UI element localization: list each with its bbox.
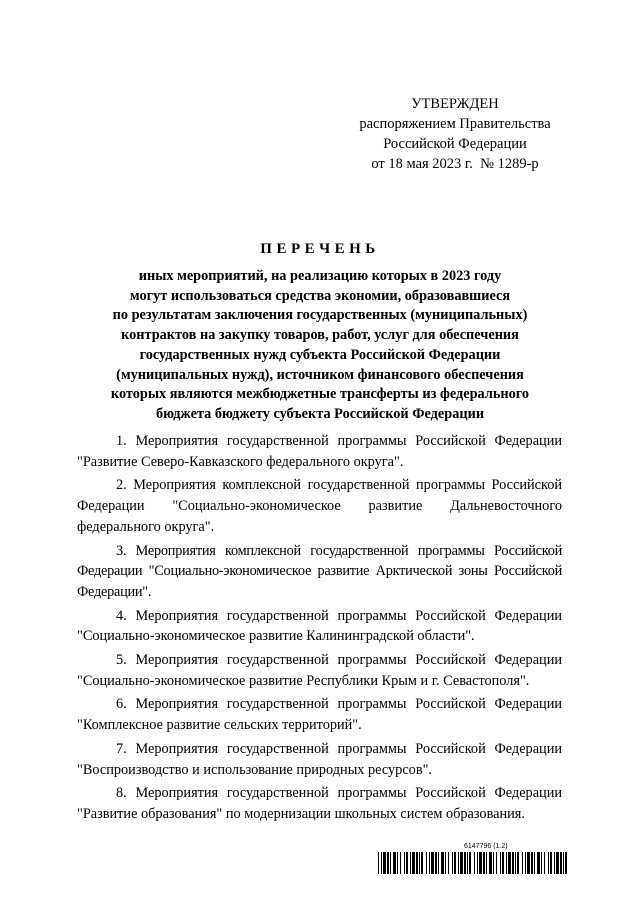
- barcode-icon: [378, 852, 568, 874]
- document-subtitle: [70, 267, 570, 425]
- list-item: 6. Мероприятия государственной программы Российской Федерации "Комплексное развитие сельских территорий".: [77, 696, 562, 734]
- list-item: 5. Мероприятия государственной программы Российской Федерации "Социально-экономическое развитие Республики Крым и г. Севастополя".: [77, 652, 562, 689]
- approval-block: [350, 94, 560, 174]
- list-item: 7. Мероприятия государственной программы Российской Федерации "Воспроизводство и использование природных ресурсов".: [77, 740, 562, 778]
- list-item: 3. Мероприятия комплексной государственной программы Российской Федерации "Социально-экономическое развитие Арктической зоны Российской Федерации".: [77, 542, 562, 600]
- subtitle-line: контрактов на закупку товаров, работ, услуг для обеспечения: [121, 327, 519, 344]
- approval-status: УТВЕРЖДЕН: [411, 96, 499, 112]
- subtitle-line: бюджета бюджету субъекта Российской Федерации: [155, 405, 485, 422]
- list-item: 8. Мероприятия государственной программы Российской Федерации "Развитие образования" по модернизации школьных систем образования.: [77, 785, 562, 822]
- approval-line-2: Российской Федерации: [383, 136, 527, 152]
- items-list: [77, 431, 562, 828]
- barcode-number: 6147796 (1.2): [464, 843, 508, 850]
- subtitle-line: которых являются межбюджетные трансферты из федерального: [110, 386, 530, 403]
- subtitle-line: иных мероприятий, на реализацию которых в 2023 году: [138, 268, 502, 284]
- subtitle-line: по результатам заключения государственных (муниципальных): [112, 307, 528, 324]
- approval-date-number: от 18 мая 2023 г. № 1289-р: [371, 156, 539, 172]
- subtitle-line: могут использоваться средства экономии, образовавшиеся: [129, 287, 511, 304]
- list-item: 2. Мероприятия комплексной государственной программы Российской Федерации "Социально-экономическое развитие Дальневосточного федерального округа".: [77, 477, 562, 535]
- approval-line-1: распоряжением Правительства: [359, 116, 551, 132]
- subtitle-line: государственных нужд субъекта Российской Федерации: [139, 346, 501, 363]
- document-title: ПЕРЕЧЕНЬ: [260, 241, 380, 257]
- list-item: 4. Мероприятия государственной программы Российской Федерации "Социально-экономическое развитие Калининградской области".: [77, 607, 562, 645]
- list-item: 1. Мероприятия государственной программы Российской Федерации "Развитие Северо-Кавказского федерального округа".: [77, 433, 562, 470]
- subtitle-line: (муниципальных нужд), источником финансового обеспечения: [116, 366, 524, 383]
